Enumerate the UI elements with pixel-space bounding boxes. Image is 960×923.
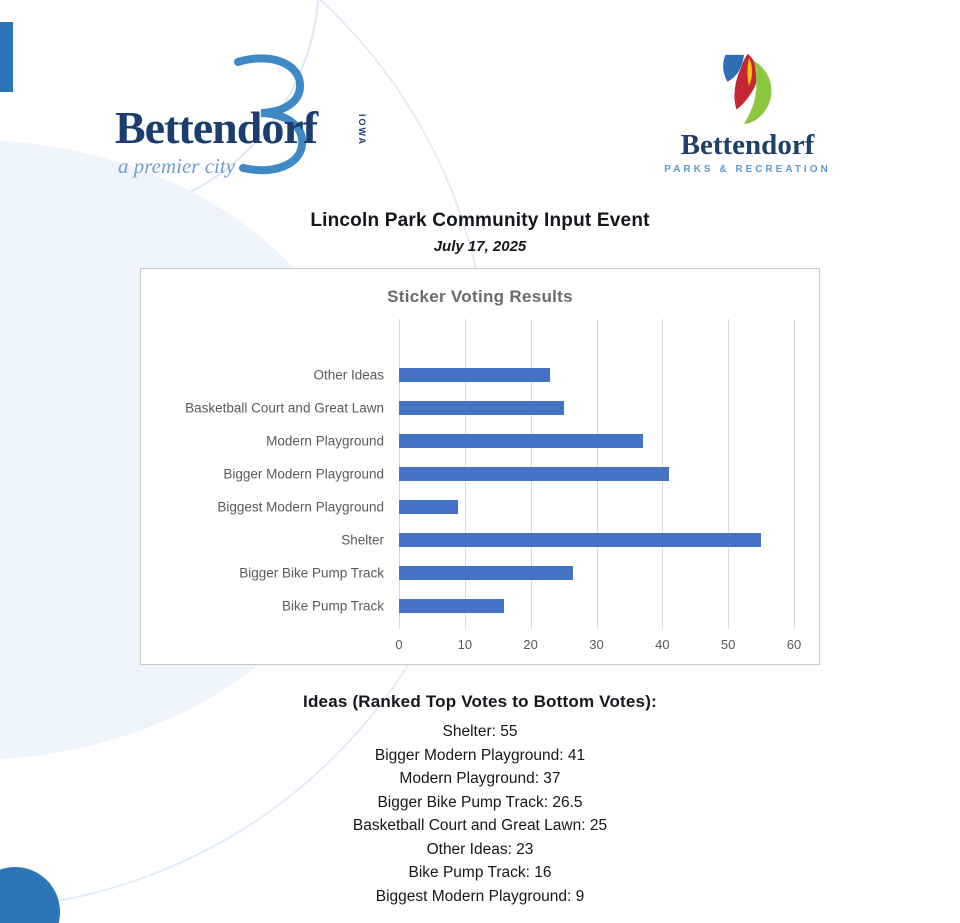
x-tick-label: 30 xyxy=(589,637,604,652)
bar xyxy=(399,434,643,448)
bar xyxy=(399,401,564,415)
chart-row xyxy=(217,491,794,524)
chart-row xyxy=(239,556,794,589)
category-label: Shelter xyxy=(341,532,384,548)
ranking-item: Other Ideas: 23 xyxy=(426,840,534,858)
x-tick-label: 40 xyxy=(655,637,670,652)
chart-row xyxy=(185,392,794,425)
category-label: Modern Playground xyxy=(266,433,384,449)
left-edge-accent-top xyxy=(0,22,13,92)
city-logo xyxy=(105,50,395,190)
chart-row xyxy=(313,359,794,392)
bar xyxy=(399,599,504,613)
category-label: Biggest Modern Playground xyxy=(217,499,384,515)
event-date: July 17, 2025 xyxy=(433,238,527,255)
category-label: Bigger Bike Pump Track xyxy=(239,565,384,581)
category-label: Bigger Modern Playground xyxy=(223,466,384,482)
ranking-item: Shelter: 55 xyxy=(442,723,518,740)
parks-logo xyxy=(650,52,845,192)
chart-row xyxy=(341,523,794,556)
ranking-item: Biggest Modern Playground: 9 xyxy=(375,887,585,905)
bar xyxy=(399,566,573,580)
bar xyxy=(399,500,458,514)
chart-title: Sticker Voting Results xyxy=(387,287,573,306)
ranking-item: Bigger Bike Pump Track: 26.5 xyxy=(377,793,583,811)
x-tick-label: 60 xyxy=(786,637,802,652)
ranking-item: Bigger Modern Playground: 41 xyxy=(374,746,586,764)
x-tick-label: 50 xyxy=(720,637,736,652)
page-title: Lincoln Park Community Input Event xyxy=(310,210,650,231)
parks-logo-leaf-icon xyxy=(717,52,779,128)
x-axis xyxy=(395,629,802,653)
city-logo-wordmark: Bettendorf xyxy=(115,102,318,153)
x-tick-label: 10 xyxy=(457,637,473,652)
city-logo-tagline: a premier city xyxy=(118,154,236,178)
chart-row xyxy=(266,425,794,458)
ranking-section xyxy=(0,692,960,908)
gridline xyxy=(794,319,795,629)
bar xyxy=(399,368,550,382)
chart-rows xyxy=(185,359,794,622)
ranking-item: Bike Pump Track: 16 xyxy=(408,864,552,881)
bar xyxy=(399,533,761,547)
category-label: Bike Pump Track xyxy=(281,598,384,614)
plot-area xyxy=(185,319,802,652)
ranking-item: Basketball Court and Great Lawn: 25 xyxy=(352,817,608,834)
sticker-voting-chart xyxy=(140,268,820,665)
ranking-item: Modern Playground: 37 xyxy=(399,770,561,787)
parks-logo-wordmark: Bettendorf xyxy=(680,129,815,161)
chart-row xyxy=(223,458,794,491)
x-tick-label: 20 xyxy=(523,637,538,652)
chart-row xyxy=(281,589,794,622)
x-tick-label: 0 xyxy=(395,637,403,652)
ranking-list xyxy=(0,720,960,908)
city-logo-state: IOWA xyxy=(357,114,367,146)
category-label: Other Ideas xyxy=(313,367,384,383)
bar xyxy=(399,467,669,481)
parks-logo-subtitle: PARKS & RECREATION xyxy=(664,164,831,176)
ranking-heading: Ideas (Ranked Top Votes to Bottom Votes): xyxy=(303,692,657,711)
category-label: Basketball Court and Great Lawn xyxy=(185,400,384,416)
